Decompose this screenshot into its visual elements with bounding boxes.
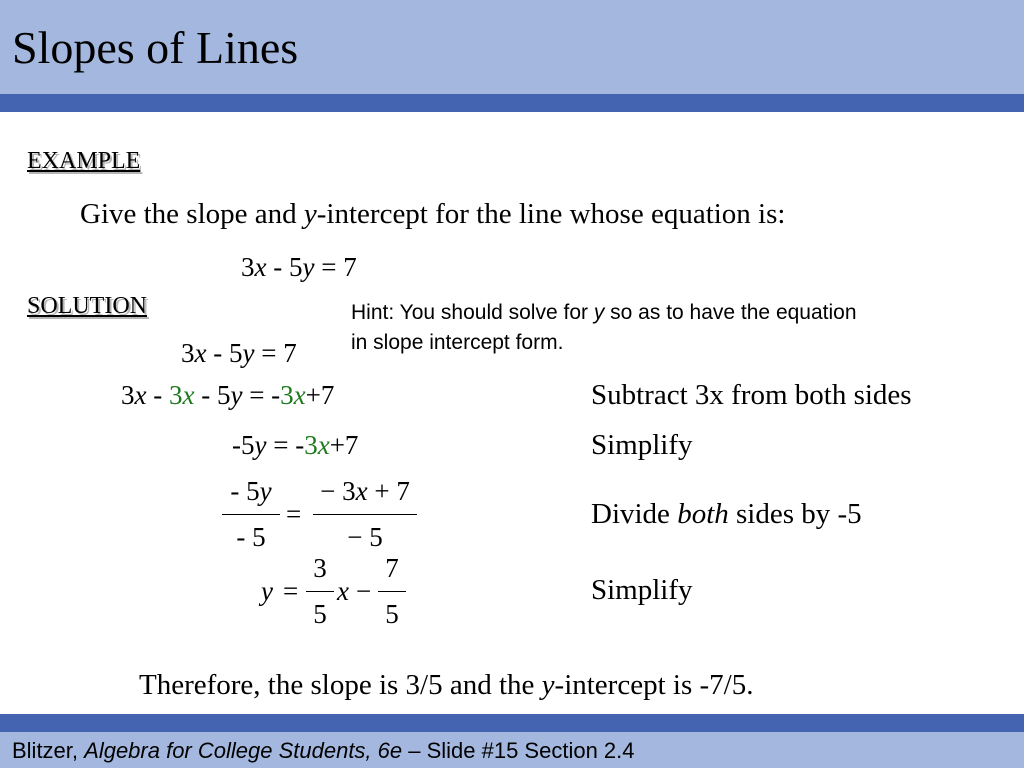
footer-slide-info: – Slide #15 Section 2.4 (402, 738, 635, 763)
example-prompt (80, 197, 785, 231)
variable-y: y (261, 576, 273, 606)
fraction-left (222, 476, 280, 552)
equation-term: - 5 (266, 252, 303, 282)
numerator-constant: + 7 (367, 476, 410, 506)
numerator-coefficient: - 5 (230, 476, 260, 506)
hint-line-1 (351, 298, 857, 328)
variable-y: y (254, 430, 267, 460)
fraction-bar (378, 591, 406, 592)
equation-rhs: +7 (329, 430, 359, 460)
equals-sign: = - (242, 380, 281, 410)
fraction-denominator: − 5 (347, 522, 383, 552)
hint-line-2: in slope intercept form. (351, 331, 564, 354)
highlighted-variable: x (317, 430, 330, 460)
equation-rhs: = 7 (314, 252, 357, 282)
footer-bar (0, 732, 1024, 768)
step-emphasis: both (677, 498, 729, 530)
fraction-denominator: 5 (385, 599, 399, 629)
variable-y: y (230, 380, 243, 410)
highlighted-variable: x (293, 380, 306, 410)
highlighted-coefficient: 3 (304, 430, 318, 460)
coefficient: -5 (232, 430, 255, 460)
equation-term: - 5 (206, 338, 243, 368)
variable-x: x (254, 252, 267, 282)
fraction-numerator: 7 (385, 553, 399, 583)
footer-book-title: Algebra for College Students, 6e (84, 738, 403, 763)
equals-sign: = (286, 499, 302, 529)
step-explanation-4: Simplify (591, 574, 693, 606)
footer-citation (12, 738, 635, 764)
variable-y: y (242, 338, 255, 368)
example-heading: EXAMPLE (27, 148, 141, 174)
fraction-numerator: 3 (313, 553, 327, 583)
coefficient: 3 (121, 380, 135, 410)
prompt-text-start: Give the slope and (80, 198, 304, 230)
variable-x: x (194, 338, 207, 368)
prompt-text-end: -intercept for the line whose equation is: (316, 198, 786, 230)
highlighted-coefficient: 3 (280, 380, 294, 410)
numerator-variable: x (355, 476, 368, 506)
title-bar (0, 0, 1024, 94)
equals-sign: = - (266, 430, 305, 460)
equation-term: - 5 (194, 380, 231, 410)
fraction-numerator (313, 476, 417, 506)
slide-title: Slopes of Lines (12, 22, 299, 73)
hint-box (351, 298, 857, 358)
variable-x: x (337, 576, 349, 606)
fraction-bar (306, 591, 334, 592)
equation-rhs: +7 (305, 380, 335, 410)
variable-y: y (302, 252, 315, 282)
numerator-coefficient: − 3 (320, 476, 356, 506)
conclusion-text: Therefore, the slope is 3/5 and the (139, 669, 542, 701)
prompt-variable: y (303, 198, 317, 230)
coefficient: 3 (241, 252, 255, 282)
footer-author: Blitzer, (12, 738, 85, 763)
fraction-right (313, 476, 417, 552)
fraction-denominator: 5 (313, 599, 327, 629)
fraction-denominator: - 5 (236, 522, 266, 552)
solution-heading: SOLUTION (27, 293, 147, 319)
fraction-bar (222, 514, 280, 515)
footer-divider (0, 714, 1024, 732)
solution-equation-1 (181, 337, 297, 369)
step-text: Divide (591, 498, 678, 530)
fraction-bar (313, 514, 417, 515)
fraction-intercept (378, 553, 406, 629)
conclusion-text: -intercept is -7/5. (554, 669, 754, 701)
step-explanation-2: Simplify (591, 429, 693, 461)
title-divider (0, 94, 1024, 112)
highlighted-coefficient: 3 (168, 380, 183, 410)
numerator-variable: y (259, 476, 272, 506)
conclusion-variable: y (541, 669, 555, 701)
highlighted-variable: x (182, 380, 195, 410)
hint-variable: y (593, 301, 605, 324)
operator: - (146, 380, 169, 410)
step-explanation-1: Subtract 3x from both sides (591, 379, 912, 411)
fraction-slope (306, 553, 334, 629)
minus-sign: − (356, 576, 372, 606)
step-text: sides by -5 (728, 498, 862, 530)
variable-x: x (134, 380, 147, 410)
example-equation (241, 251, 357, 283)
step-explanation-3 (591, 497, 862, 531)
conclusion (139, 668, 753, 702)
solution-equation-2 (121, 379, 334, 411)
fraction-numerator (222, 476, 280, 506)
hint-text: Hint: You should solve for (351, 301, 594, 324)
equation-rhs: = 7 (254, 338, 297, 368)
hint-text: so as to have the equation (604, 301, 857, 324)
coefficient: 3 (181, 338, 195, 368)
equals-sign: = (283, 576, 299, 606)
solution-equation-3 (232, 429, 358, 461)
